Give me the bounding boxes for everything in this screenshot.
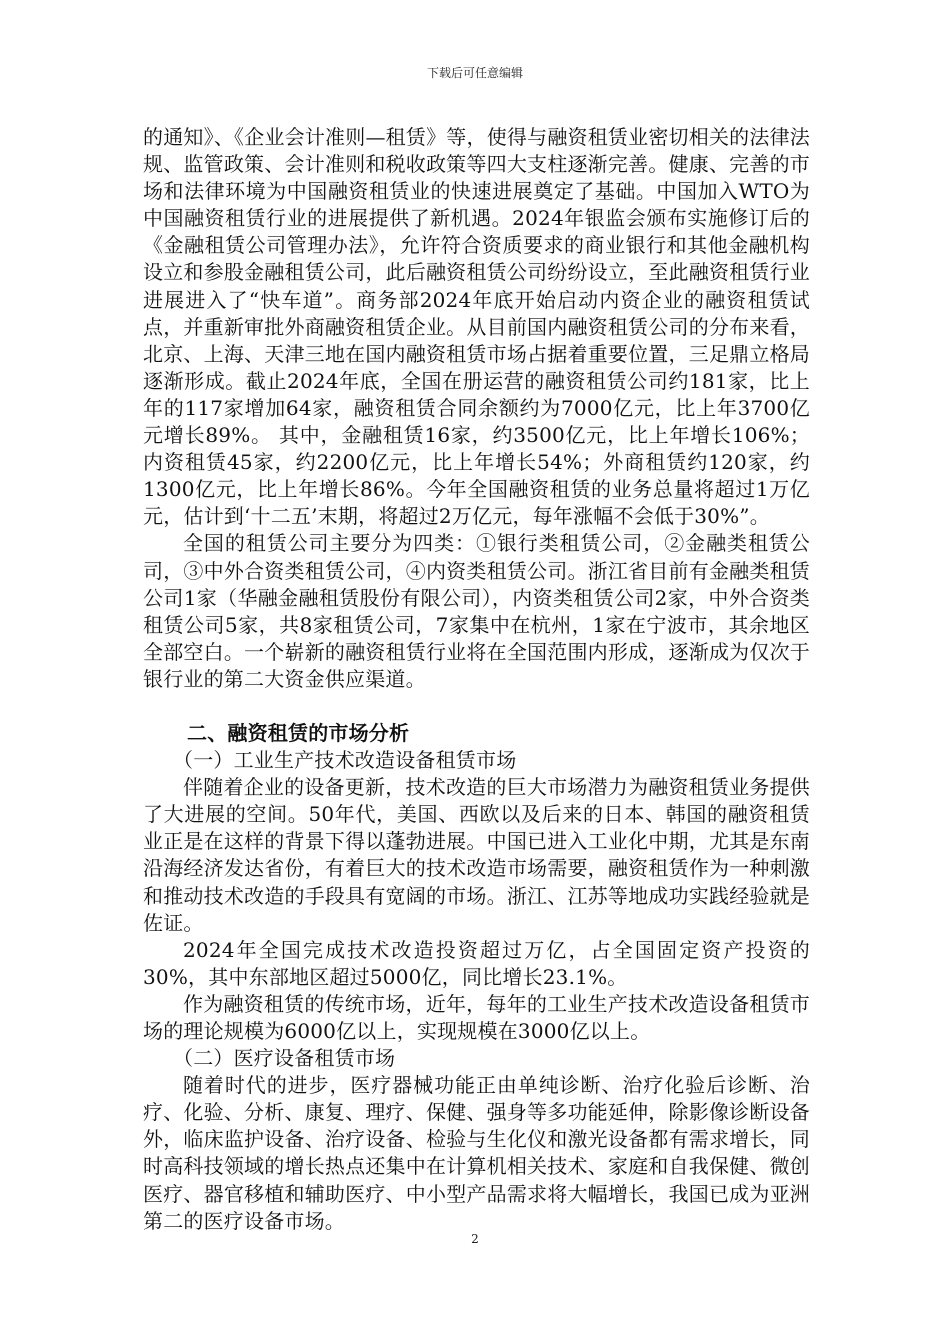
document-body [143,124,810,1235]
paragraph-medical-equipment-demand: 随着时代的进步，医疗器械功能正由单纯诊断、治疗化验后诊断、治疗、化验、分析、康复、理疗、保健、强身等多功能延伸，除影像诊断设备外，临床监护设备、治疗设备、检验与生化仪和激光设备都有需求增长，同时高科技领域的增长热点还集中在计算机相关技术、家庭和自我保健、微创医疗、器官移植和辅助医疗、中小型产品需求将大幅增长，我国已成为亚洲第二的医疗设备市场。 [143,1073,810,1233]
subsection-heading-industrial-equipment: （一）工业生产技术改造设备租赁市场 [173,748,517,773]
paragraph-renovation-investment: 2024年全国完成技术改造投资超过万亿，占全国固定资产投资的30%，其中东部地区超过5000亿，同比增长23.1%。 [143,937,810,989]
paragraph-spacer [143,693,810,720]
page-number: 2 [471,1232,479,1246]
section-heading-market-analysis: 二、融资租赁的市场分析 [187,720,410,745]
paragraph-policy-environment: 的通知》、《企业会计准则—租赁》等，使得与融资租赁业密切相关的法律法规、监管政策、会计准则和税收政策等四大支柱逐渐完善。健康、完善的市场和法律环境为中国融资租赁业的快速进展奠定了基础。中国加入WTO为中国融资租赁行业的进展提供了新机遇。2024年银监会颁布实施修订后的《金融租赁公司管理办法》，允许符合资质要求的商业银行和其他金融机构设立和参股金融租赁公司，此后融资租赁公司纷纷设立，至此融资租赁行业进展进入了“快车道”。商务部2024年底开始启动内资企业的融资租赁试点，并重新审批外商融资租赁企业。从目前国内融资租赁公司的分布来看，北京、上海、天津三地在国内融资租赁市场占据着重要位置，三足鼎立格局逐渐形成。截止2024年底，全国在册运营的融资租赁公司约181家，比上年的117家增加64家，融资租赁合同余额约为7000亿元，比上年3700亿元增长89%。 其中，金融租赁16家，约3500亿元，比上年增长106%；内资租赁45家，约2200亿元，比上年增长54%；外商租赁约120家，约1300亿元，比上年增长86%。今年全国融资租赁的业务总量将超过1万亿元，估计到‘十二五’末期，将超过2万亿元，每年涨幅不会低于30%”。 [143,125,810,529]
paragraph-leasing-company-types: 全国的租赁公司主要分为四类：①银行类租赁公司，②金融类租赁公司，③中外合资类租赁公司，④内资类租赁公司。浙江省目前有金融类租赁公司1家（华融金融租赁股份有限公司），内资类租赁公司2家，中外合资类租赁公司5家，共8家租赁公司，7家集中在杭州，1家在宁波市，其余地区全部空白。一个崭新的融资租赁行业将在全国范围内形成，逐渐成为仅次于银行业的第二大资金供应渠道。 [143,531,810,691]
paragraph-technical-renovation: 伴随着企业的设备更新，技术改造的巨大市场潜力为融资租赁业务提供了大进展的空间。50年代，美国、西欧以及后来的日本、韩国的融资租赁业正是在这样的背景下得以蓬勃进展。中国已进入工业化中期，尤其是东南沿海经济发达省份，有着巨大的技术改造市场需要，融资租赁作为一种刺激和推动技术改造的手段具有宽阔的市场。浙江、江苏等地成功实践经验就是佐证。 [143,775,810,935]
page-header: 下载后可任意编辑 [426,66,523,80]
paragraph-market-scale: 作为融资租赁的传统市场，近年，每年的工业生产技术改造设备租赁市场的理论规模为6000亿以上，实现规模在3000亿以上。 [143,991,810,1043]
subsection-heading-medical-equipment: （二）医疗设备租赁市场 [173,1046,396,1071]
